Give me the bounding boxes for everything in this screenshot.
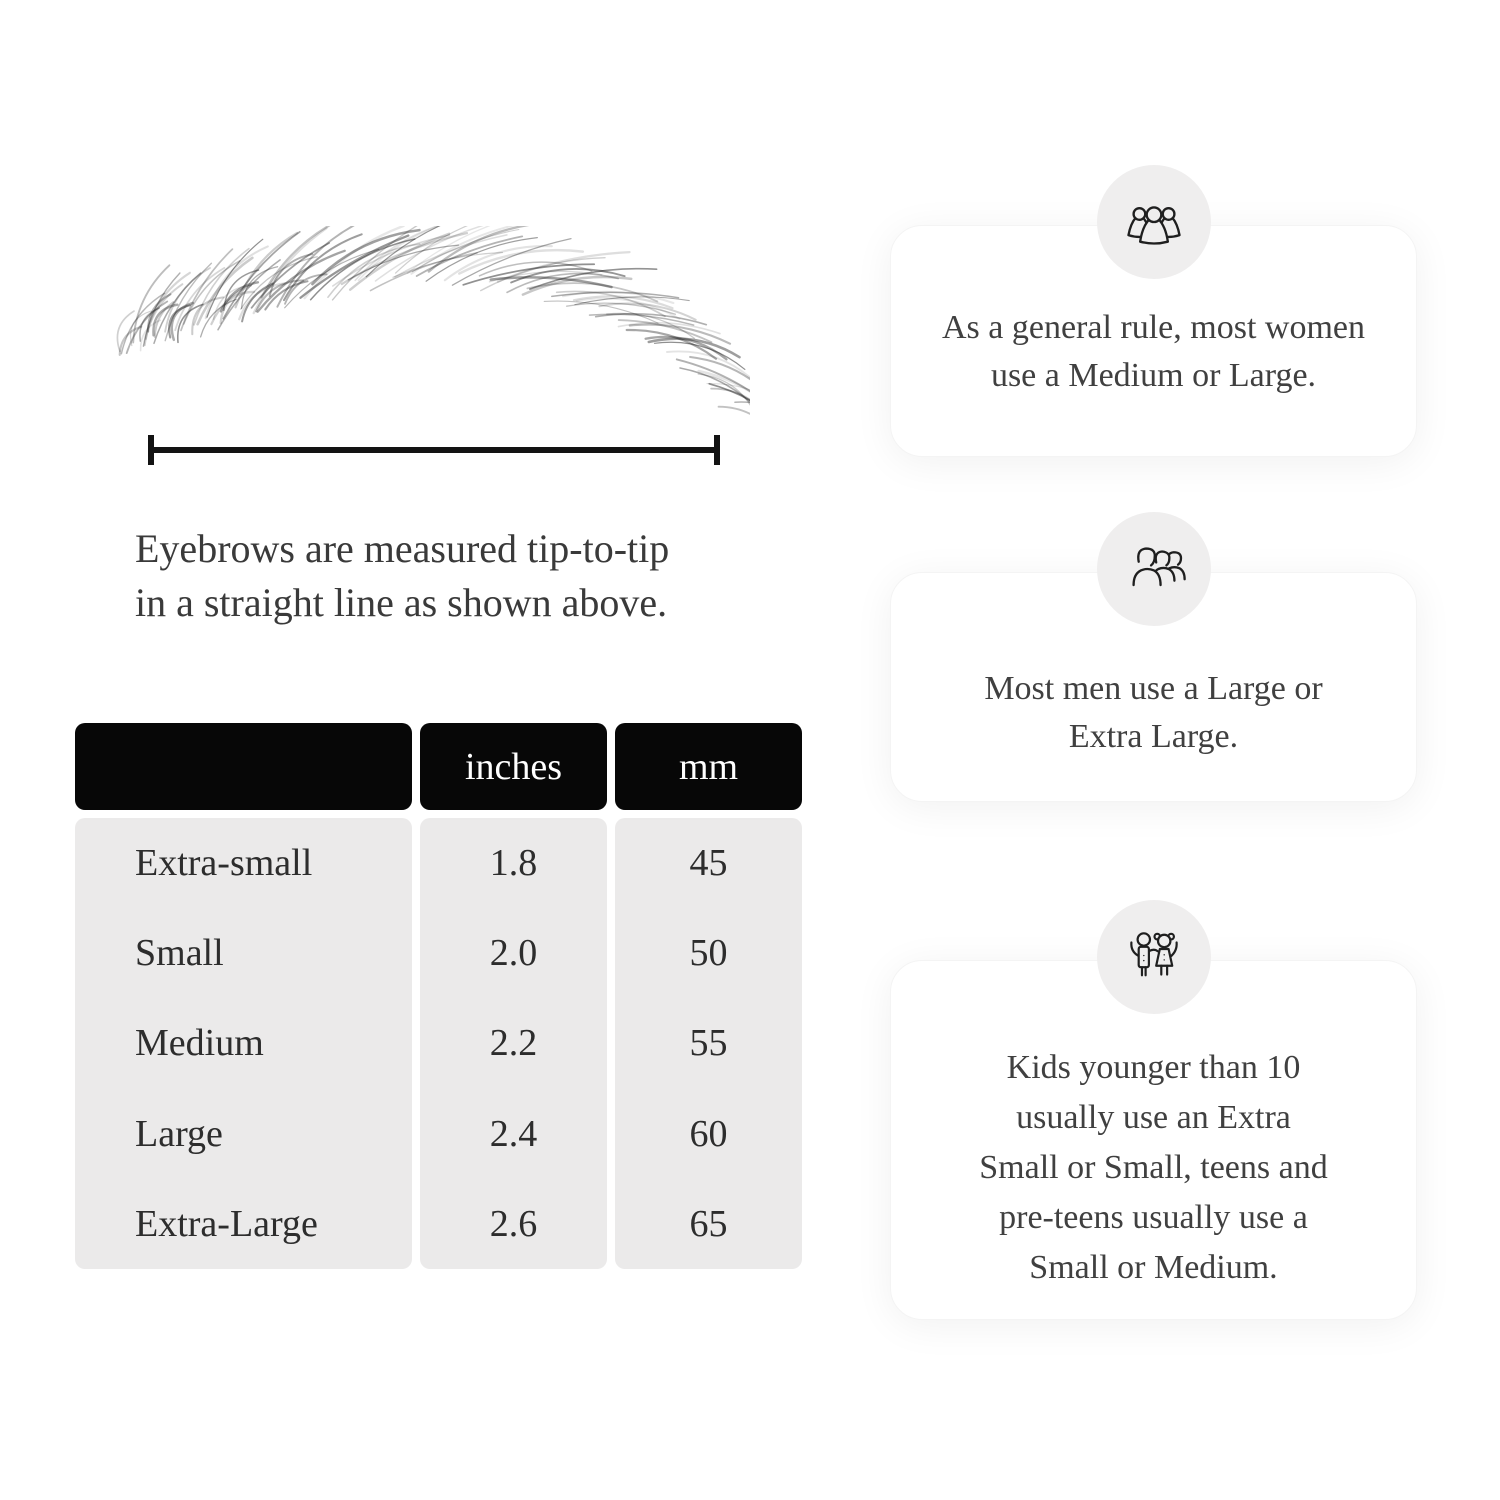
inches-value: 2.2 — [489, 1022, 538, 1065]
mm-value: 45 — [689, 842, 728, 885]
table-row-label: Large — [135, 1112, 223, 1155]
mm-value: 55 — [689, 1022, 728, 1065]
measurement-line-right-cap — [714, 435, 720, 465]
table-row-label: Medium — [135, 1022, 264, 1065]
size-table-body — [75, 818, 802, 1269]
mm-value: 50 — [689, 932, 728, 975]
women-advice-line: use a Medium or Large. — [990, 357, 1317, 394]
inches-column — [420, 818, 607, 1269]
inches-value: 2.6 — [489, 1202, 538, 1245]
men-icon-circle — [1097, 512, 1211, 626]
kids-advice-line: Small or Small, teens and — [979, 1149, 1328, 1186]
measurement-line-left-cap — [148, 435, 154, 465]
kids-advice-line: Kids younger than 10 — [1006, 1049, 1301, 1086]
men-advice-line: Extra Large. — [1068, 718, 1239, 755]
table-row-label: Extra-small — [135, 842, 313, 885]
inches-value: 2.0 — [489, 932, 538, 975]
men-advice-line: Most men use a Large or — [984, 670, 1323, 707]
men-group-icon — [1119, 534, 1189, 604]
kids-advice-line: pre-teens usually use a — [999, 1199, 1308, 1236]
table-row-label: Extra-Large — [135, 1202, 318, 1245]
caption-line-1: Eyebrows are measured tip-to-tip — [135, 526, 670, 571]
inches-value: 1.8 — [489, 842, 538, 885]
women-advice-line: As a general rule, most women — [942, 309, 1365, 346]
measurement-caption — [135, 522, 669, 630]
kids-advice-card — [890, 960, 1417, 1320]
eyebrow-illustration — [110, 226, 750, 440]
header-cell-mm: mm — [615, 723, 802, 810]
table-row-label: Small — [135, 932, 224, 975]
caption-line-2: in a straight line as shown above. — [135, 580, 668, 625]
mm-value: 65 — [689, 1202, 728, 1245]
women-group-icon — [1119, 187, 1189, 257]
mm-column — [615, 818, 802, 1269]
size-table-header — [75, 723, 802, 810]
kids-icon — [1119, 922, 1189, 992]
men-advice-card — [890, 572, 1417, 802]
women-icon-circle — [1097, 165, 1211, 279]
women-advice-card — [890, 225, 1417, 457]
kids-advice-line: Small or Medium. — [1029, 1249, 1278, 1286]
size-table — [75, 723, 802, 1269]
inches-value: 2.4 — [489, 1112, 538, 1155]
measurement-line — [150, 447, 718, 453]
size-column — [75, 818, 412, 1269]
header-cell-inches: inches — [420, 723, 607, 810]
kids-icon-circle — [1097, 900, 1211, 1014]
kids-advice-line: usually use an Extra — [1016, 1099, 1291, 1136]
mm-value: 60 — [689, 1112, 728, 1155]
header-cell-size — [75, 723, 412, 810]
